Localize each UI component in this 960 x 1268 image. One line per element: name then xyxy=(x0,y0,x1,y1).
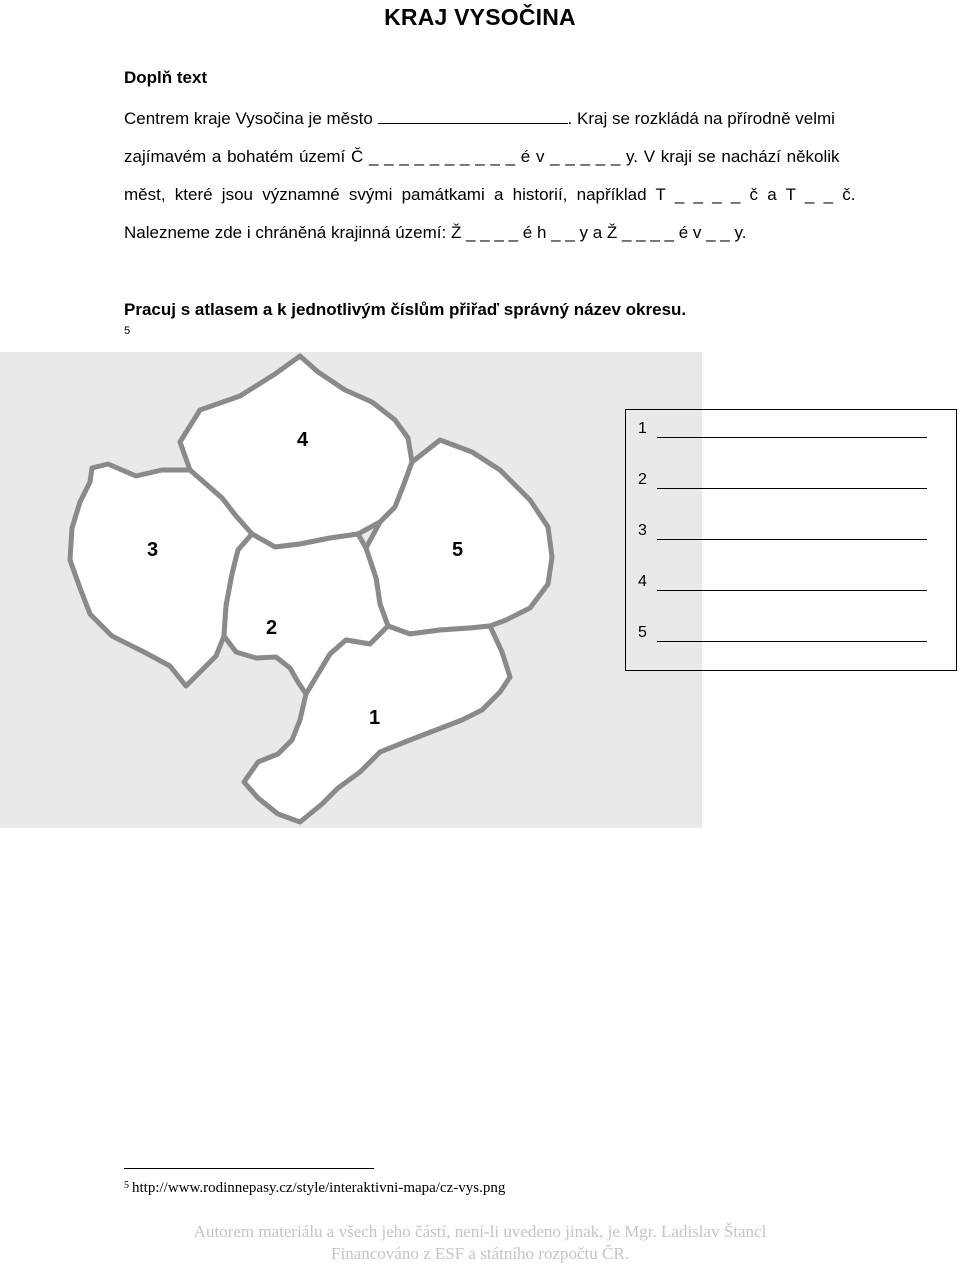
footnote-reference: 5 xyxy=(124,325,131,337)
footnote xyxy=(124,1180,505,1197)
fill-text-heading: Doplň text xyxy=(124,68,208,87)
fill-text-paragraph xyxy=(124,100,914,252)
answer-blank[interactable] xyxy=(657,576,927,591)
footer-author: Autorem materiálu a všech jeho částí, není-li uvedeno jinak, je Mgr. Ladislav Štancl xyxy=(193,1222,767,1241)
answer-box xyxy=(625,409,957,671)
map-task-heading: Pracuj s atlasem a k jednotlivým číslům přiřaď správný název okresu. xyxy=(124,300,687,319)
answer-row-4[interactable] xyxy=(638,573,927,591)
answer-row-1[interactable] xyxy=(638,420,927,438)
answer-blank[interactable] xyxy=(657,525,927,540)
map-label-3: 3 xyxy=(147,539,159,561)
line1-after: . Kraj se rozkládá na přírodně velmi xyxy=(567,109,835,128)
vysocina-district-map xyxy=(0,352,702,828)
paragraph-line-1 xyxy=(124,100,914,138)
footnote-url[interactable]: http://www.rodinnepasy.cz/style/interaktivni-mapa/cz-vys.png xyxy=(132,1180,506,1196)
footer-funding: Financováno z ESF a státního rozpočtu ČR. xyxy=(331,1244,629,1263)
paragraph-line-4: Nalezneme zde i chráněná krajinná území: Ž _ _ _ _ é h _ _ y a Ž _ _ _ _ é v _ _ y. xyxy=(124,223,747,242)
answer-number: 1 xyxy=(638,420,647,437)
answer-number: 2 xyxy=(638,471,647,488)
answer-row-2[interactable] xyxy=(638,471,927,489)
answer-blank[interactable] xyxy=(657,627,927,642)
map-label-1: 1 xyxy=(369,707,381,729)
map-label-5: 5 xyxy=(452,539,464,561)
answer-blank[interactable] xyxy=(657,423,927,438)
city-blank xyxy=(378,107,568,124)
footnote-number: 5 xyxy=(124,1180,129,1191)
paragraph-line-2: zajímavém a bohatém území Č _ _ _ _ _ _ _ _ _ _ é v _ _ _ _ _ y. V kraji se nachází několik xyxy=(124,147,840,166)
page-title: KRAJ VYSOČINA xyxy=(384,4,576,30)
answer-row-3[interactable] xyxy=(638,522,927,540)
map-label-2: 2 xyxy=(266,617,278,639)
paragraph-line-3: měst, které jsou významné svými památkami a historií, například T _ _ _ _ č a T _ _ č. xyxy=(124,185,856,204)
answer-number: 5 xyxy=(638,624,647,641)
answer-blank[interactable] xyxy=(657,474,927,489)
line1-before: Centrem kraje Vysočina je město xyxy=(124,109,373,128)
answer-number: 3 xyxy=(638,522,647,539)
answer-number: 4 xyxy=(638,573,647,590)
answer-row-5[interactable] xyxy=(638,624,927,642)
map-label-4: 4 xyxy=(297,429,309,451)
footnote-divider xyxy=(124,1168,374,1169)
